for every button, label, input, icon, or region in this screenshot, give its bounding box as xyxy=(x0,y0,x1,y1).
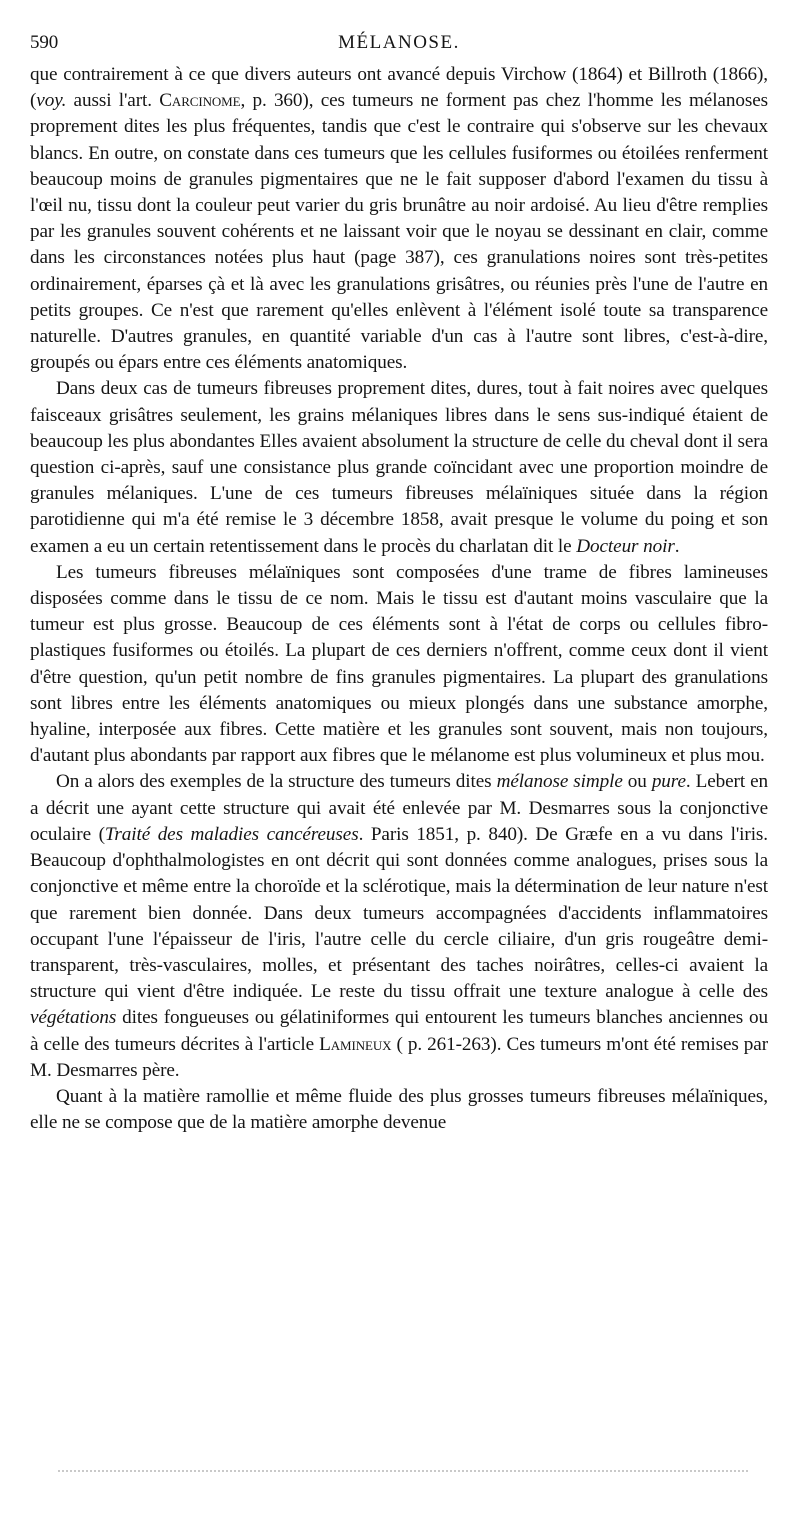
cross-reference: Carcinome xyxy=(159,90,241,112)
paragraph-1: que contrairement à ce que divers auteurs ont avancé depuis Virchow (1864) et Billroth (1866), (voy. aussi l'art. Carcinome, p. 360), ces tumeurs ne forment pas chez l'homme les mélanoses proprement dites les plus fréquentes, tandis que c'est le contraire qui s'observe sur les chevaux blancs. En outre, on constate dans ces tumeurs que les cellules fusiformes ou étoilées renferment beaucoup moins de granules pigmentaires que ne le fait supposer d'abord l'examen du tissu à l'œil nu, tissu dont la couleur peut varier du gris brunâtre au noir ardoisé. Au lieu d'être remplies par les granules souvent cohérents et ne laissant voir que le noyau se dessinant en clair, comme dans les circonstances notées plus haut (page 387), ces granulations noires sont très-petites ordinairement, éparses çà et là avec les granulations grisâtres, ou réunies près l'une de l'autre en petits groupes. Ce n'est que rarement qu'elles enlèvent à l'élément isolé toute sa transparence naturelle. D'autres granules, en quantité variable d'un cas à l'autre sont libres, c'est-à-dire, groupés ou épars entre ces éléments anatomiques. xyxy=(30,64,768,374)
cross-reference: Lamineux xyxy=(319,1033,392,1055)
paragraph-3: Les tumeurs fibreuses mélaïniques sont composées d'une trame de fibres lamineuses disposées comme dans le tissu de ce nom. Mais le tissu est d'autant moins vasculaire que la tumeur est plus grosse. Beaucoup de ces éléments sont à l'état de corps ou cellules fibro-plastiques fusiformes ou étoilés. La plupart de ces derniers n'offrent, comme ceux dont il vient d'être question, qu'un petit nombre de fins granules pigmentaires. La plupart des granulations sont libres entre les éléments anatomiques ou mieux plongés dans une substance amorphe, hyaline, interposée aux fibres. Cette matière et les granules sont souvent, mais non toujours, d'autant plus abondants par rapport aux fibres que le mélanome est plus volumineux et plus mou. xyxy=(30,561,768,767)
page-header xyxy=(30,30,768,58)
paragraph-2: Dans deux cas de tumeurs fibreuses proprement dites, dures, tout à fait noires avec quelques faisceaux grisâtres seulement, les grains mélaniques libres dans le sens sus-indiqué étaient de beaucoup les plus abondantes Elles avaient absolument la structure de celle du cheval dont il sera question ci-après, sauf une consistance plus grande coïncidant avec une proportion moindre de granules mélaniques. L'une de ces tumeurs fibreuses mélaïniques située dans la région parotidienne qui m'a été remise le 3 décembre 1858, avait presque le volume du poing et son examen a eu un certain retentissement dans le procès du charlatan dit le Docteur noir. xyxy=(30,378,768,557)
running-title: MÉLANOSE. xyxy=(338,32,460,53)
bottom-dotted-rule xyxy=(58,1470,748,1472)
paragraph-4: On a alors des exemples de la structure des tumeurs dites mélanose simple ou pure. Lebert en a décrit une ayant cette structure qui avait été enlevée par M. Desmarres sous la conjonctive oculaire (Traité des maladies cancéreuses. Paris 1851, p. 840). De Græfe en a vu dans l'iris. Beaucoup d'ophthalmologistes en ont décrit qui sont données comme analogues, prises sous la conjonctive et même entre la choroïde et la sclérotique, mais la détermination de leur nature n'est que rarement bien donnée. Dans deux tumeurs accompagnées d'accidents inflammatoires occupant l'une l'épaisseur de l'iris, l'autre celle du cercle ciliaire, d'un gris rougeâtre demi-transparent, très-vasculaires, molles, et présentant des taches noirâtres, celles-ci avaient la structure qui vient d'être indiquée. Le reste du tissu offrait une texture analogue à celle des végétations dites fongueuses ou gélatiniformes qui entourent les tumeurs blanches anciennes ou à celle des tumeurs décrites à l'article Lamineux ( p. 261-263). Ces tumeurs m'ont été remises par M. Desmarres père. xyxy=(30,771,769,1081)
paragraph-5: Quant à la matière ramollie et même fluide des plus grosses tumeurs fibreuses mélaïniques, elle ne se compose que de la matière amorphe devenue xyxy=(30,1085,768,1134)
page-number: 590 xyxy=(30,32,59,53)
document-page xyxy=(30,30,768,1136)
